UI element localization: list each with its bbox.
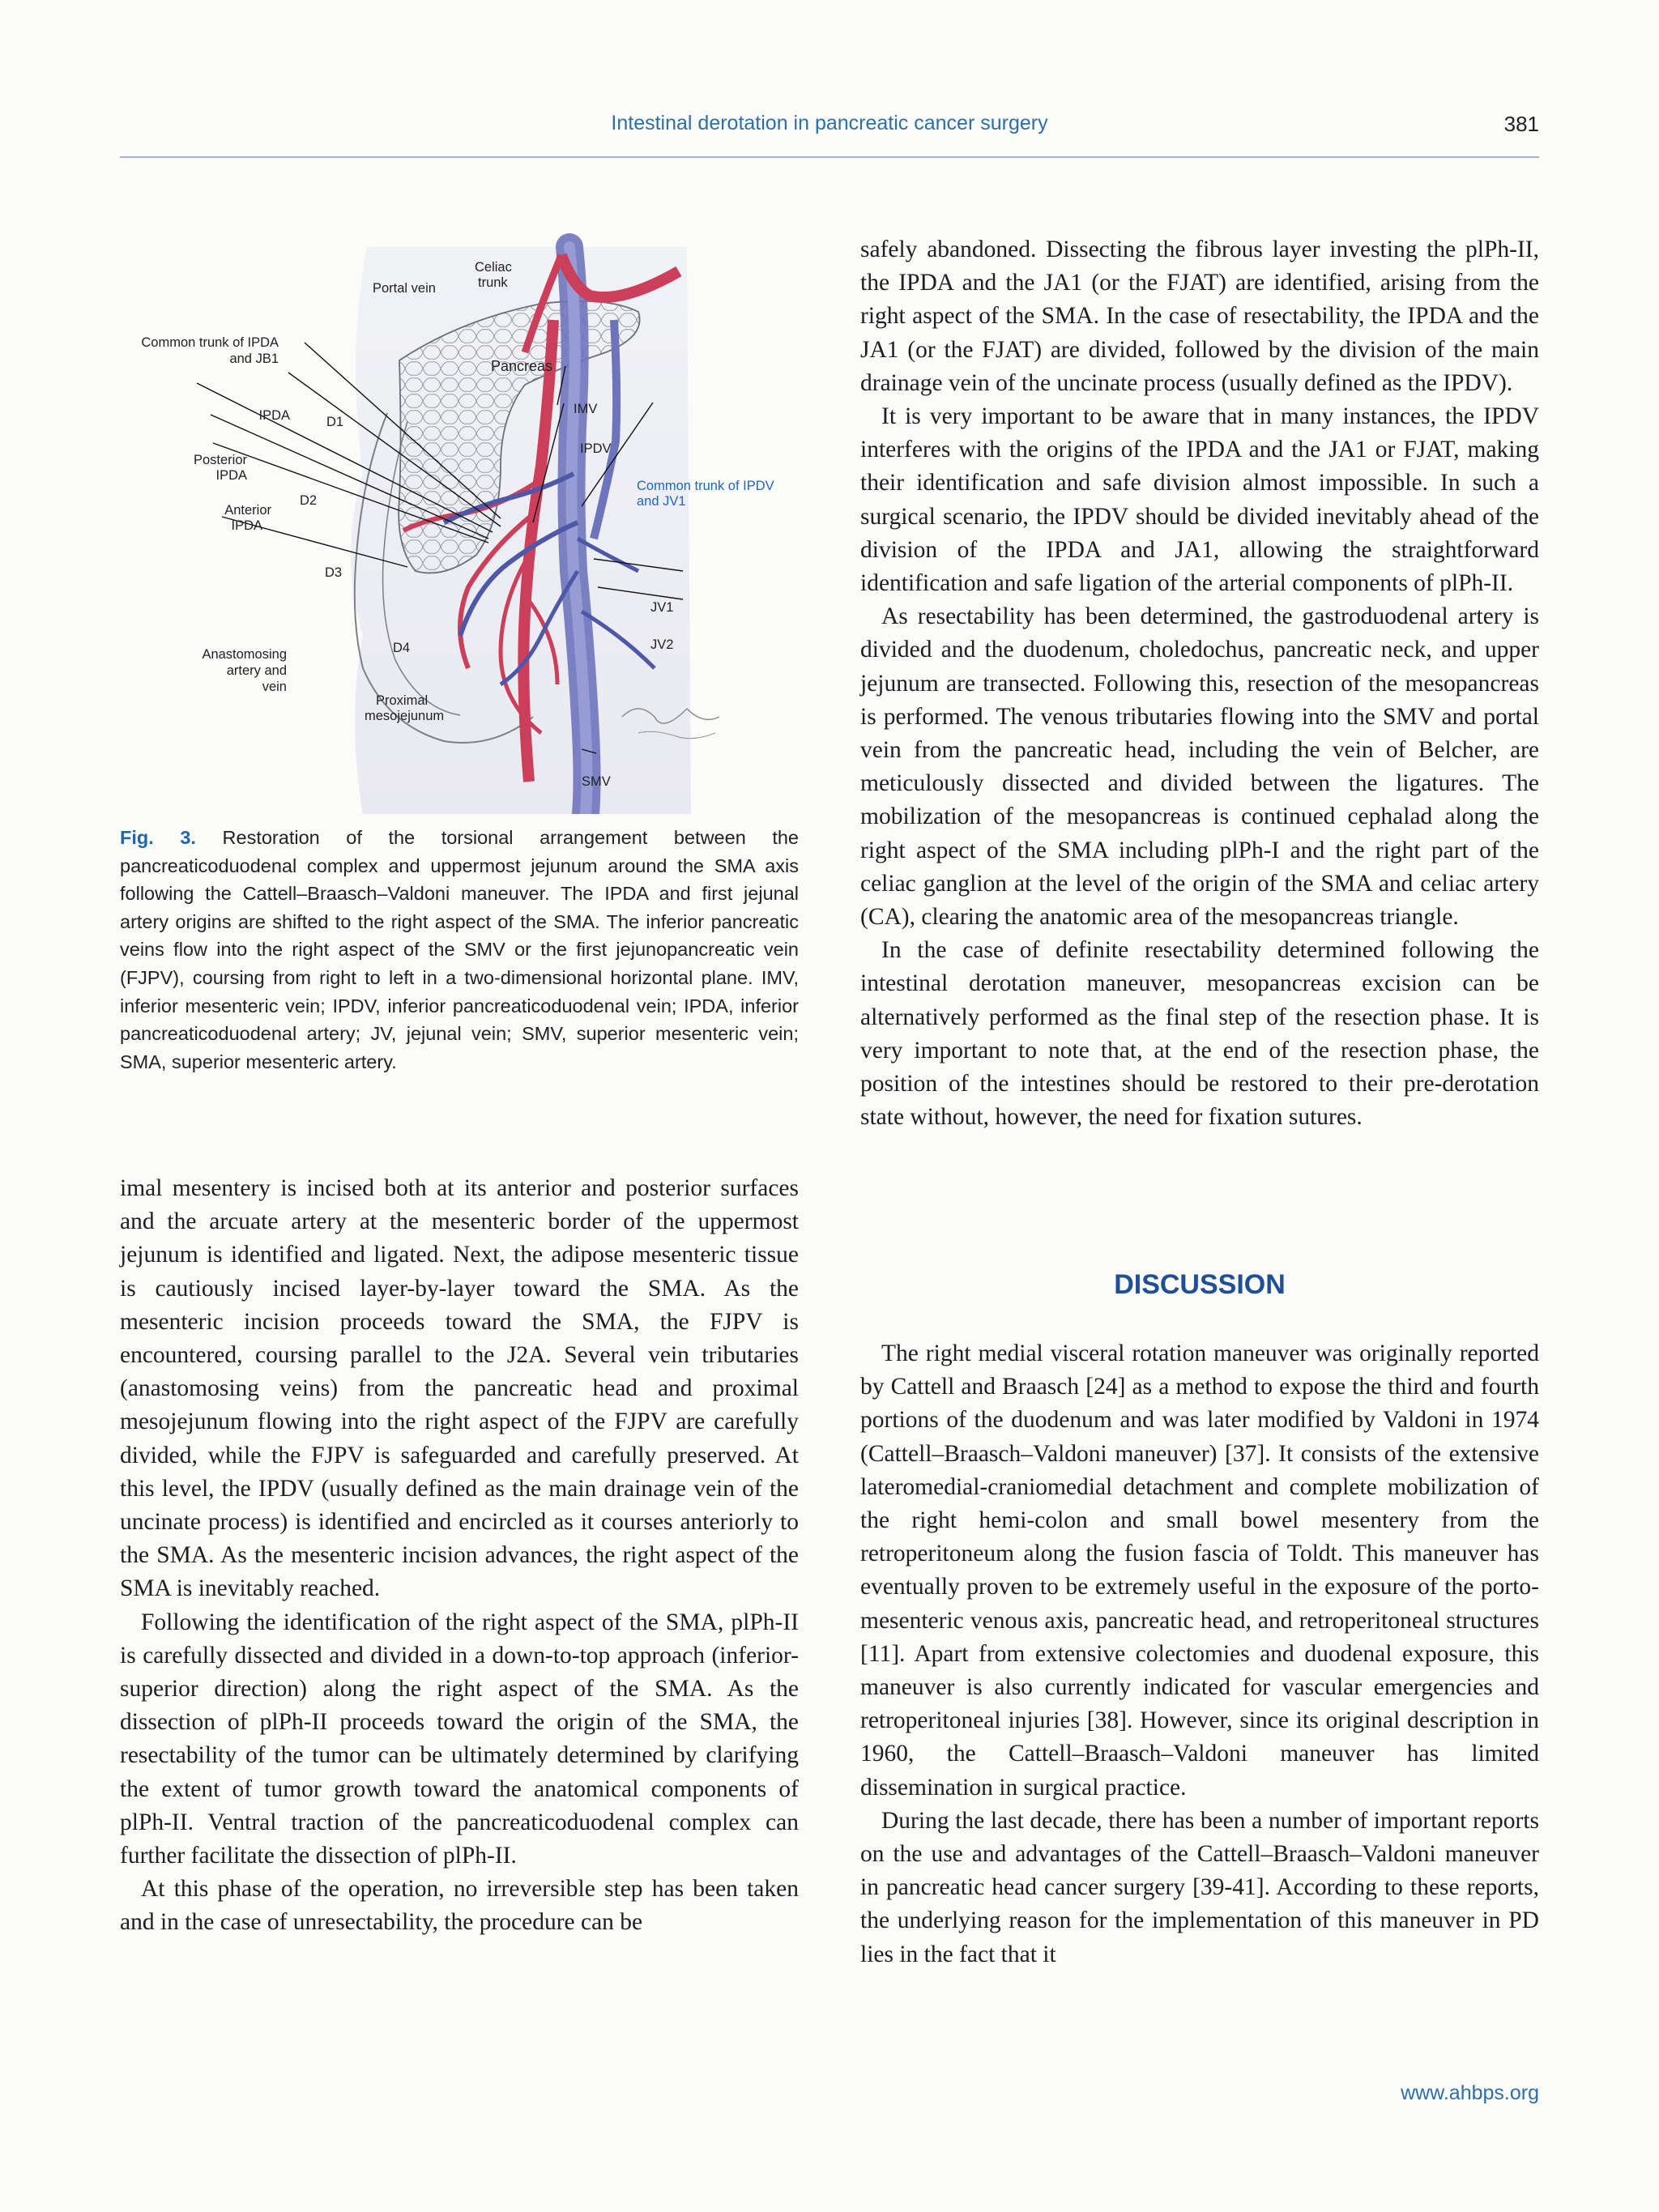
label-anastomosing: Anastomosing (202, 647, 287, 662)
paragraph: safely abandoned. Dissecting the fibrous layer investing the plPh-II, the IPDA and the JA1 (or the FJAT) are identified, arising from the right aspect of the SMA. In the case of resectability, the IPDA and the JA1 (or the FJAT) are divided, followed by the division of the main drainage vein of the uncinate process (usually defined as the IPDV). (860, 237, 1539, 396)
figure-caption-text: Restoration of the torsional arrangement between the pancreaticoduodenal complex and uppermost jejunum around the SMA axis following the Cattell–Braasch–Valdoni maneuver. The IPDA and first jejunal artery origins are shifted to the right aspect of the SMA. The inferior pancreatic veins flow into the right aspect of the SMV or the first jejunopancreatic vein (FJPV), coursing from right to left in a two-dimensional horizontal plane. IMV, inferior mesenteric vein; IPDV, inferior pancreaticoduodenal vein; IPDA, inferior pancreaticoduodenal artery; JV, jejunal vein; SMV, superior mesenteric vein; SMA, superior mesenteric artery. (120, 827, 799, 1072)
svg-text:trunk: trunk (478, 275, 508, 290)
paragraph: In the case of definite resectability determined following the intestinal derotation maneuver, mesopancreas excision can be alternatively performed as the final step of the resection phase. It is very important to note that, at the end of the resection phase, the position of the intestines should be restored to their pre-derotation state without, however, the need for fixation sutures. (860, 937, 1539, 1131)
section-heading-discussion: DISCUSSION (1114, 1269, 1286, 1300)
running-title: Intestinal derotation in pancreatic cancer surgery (611, 112, 1048, 134)
label-proximal-mesojejunum: Proximal (376, 693, 429, 708)
paragraph: At this phase of the operation, no irreversible step has been taken and in the case of unresectability, the procedure can be (120, 1876, 799, 1936)
label-ipdv: IPDV (580, 441, 612, 456)
right-column-body (860, 233, 1539, 1134)
discussion-body (860, 1337, 1539, 1971)
label-d2: D2 (300, 493, 318, 508)
anatomical-illustration (120, 231, 808, 814)
paragraph: During the last decade, there has been a number of important reports on the use and advantages of the Cattell–Braasch–Valdoni maneuver in pancreatic head cancer surgery [39-41]. According to these reports, the underlying reason for the implementation of this maneuver in PD lies in the fact that it (860, 1807, 1539, 1967)
figure-label: Fig. 3. (120, 827, 196, 848)
label-anterior-ipda: Anterior (224, 503, 271, 518)
label-ipda: IPDA (258, 408, 290, 423)
label-d4: D4 (393, 641, 411, 655)
footer-url: www.ahbps.org (1401, 2082, 1539, 2104)
page-number: 381 (1503, 112, 1539, 136)
label-smv: SMV (582, 774, 611, 789)
left-column-body (120, 1172, 799, 1940)
label-d1: D1 (326, 415, 344, 429)
paragraph: The right medial visceral rotation maneuver was originally reported by Cattell and Braasch [24] as a method to expose the third and fourth portions of the duodenum and was later modified by Valdoni in 1974 (Cattell–Braasch–Valdoni maneuver) [37]. It consists of the extensive lateromedial-craniomedial detachment and complete mobilization of the right hemi-colon and small bowel mesentery from the retroperitoneum along the fusion fascia of Toldt. This maneuver has eventually proven to be extremely useful in the exposure of the porto-mesenteric venous axis, pancreatic head, and retroperitoneal structures [11]. Apart from extensive colectomies and duodenal exposure, this maneuver is also currently indicated for vascular emergencies and retroperitoneal injuries [38]. However, since its original description in 1960, the Cattell–Braasch–Valdoni maneuver has limited dissemination in surgical practice. (860, 1340, 1539, 1801)
label-imv: IMV (574, 402, 598, 416)
label-jv1: JV1 (650, 600, 674, 615)
svg-text:IPDA: IPDA (215, 468, 247, 483)
figure-caption (120, 824, 799, 1076)
svg-text:mesojejunum: mesojejunum (365, 709, 445, 723)
svg-text:artery and: artery and (226, 663, 287, 678)
label-portal-vein: Portal vein (373, 281, 436, 296)
label-jv2: JV2 (650, 637, 674, 652)
label-common-trunk-ipda-jb1: Common trunk of IPDA (141, 335, 279, 350)
label-posterior-ipda: Posterior (193, 453, 247, 467)
paragraph: As resectability has been determined, the gastroduodenal artery is divided and the duodenum, choledochus, pancreatic neck, and upper jejunum are transected. Following this, resection of the mesopancreas is performed. The venous tributaries flowing into the SMV and portal vein from the pancreatic head, including the vein of Belcher, are meticulously dissected and divided between the ligatures. The mobilization of the mesopancreas is continued cephalad along the right aspect of the SMA including plPh-I and the right part of the celiac ganglion at the level of the origin of the SMA and celiac artery (CA), clearing the anatomic area of the mesopancreas triangle. (860, 603, 1539, 931)
svg-text:and JV1: and JV1 (637, 494, 686, 509)
paragraph: imal mesentery is incised both at its anterior and posterior surfaces and the arcuate artery at the mesenteric border of the uppermost jejunum is identified and ligated. Next, the adipose mesenteric tissue is cautiously incised layer-by-layer toward the SMA. As the mesenteric incision proceeds toward the SMA, the FJPV is encountered, coursing parallel to the J2A. Several vein tributaries (anastomosing veins) from the pancreatic head and proximal mesojejunum flowing into the right aspect of the FJPV are carefully divided, while the FJPV is safeguarded and carefully preserved. At this level, the IPDV (usually defined as the main drainage vein of the uncinate process) is identified and encircled as it courses anteriorly to the SMA. As the mesenteric incision advances, the right aspect of the SMA is inevitably reached. (120, 1175, 799, 1602)
label-d3: D3 (325, 565, 343, 580)
paragraph: It is very important to be aware that in many instances, the IPDV interferes with the origins of the IPDA and the JA1 or FJAT, making their identification and safe division almost impossible. In such a surgical scenario, the IPDV should be divided inevitably ahead of the division of the IPDA and JA1, allowing the straightforward identification and safe ligation of the arterial components of plPh-II. (860, 403, 1539, 597)
svg-text:IPDA: IPDA (231, 518, 262, 533)
svg-text:vein: vein (262, 680, 287, 694)
paragraph: Following the identification of the right aspect of the SMA, plPh-II is carefully dissected and divided in a down-to-top approach (inferior-superior direction) along the right aspect of the SMA. As the dissection of plPh-II proceeds toward the origin of the SMA, the resectability of the tumor can be ultimately determined by clarifying the extent of tumor growth toward the anatomical components of plPh-II. Ventral traction of the pancreaticoduodenal complex can further facilitate the dissection of plPh-II. (120, 1609, 799, 1869)
label-common-trunk-ipdv-jv1: Common trunk of IPDV (637, 479, 774, 493)
svg-text:and JB1: and JB1 (229, 352, 279, 366)
header-rule (120, 156, 1539, 158)
label-pancreas: Pancreas (491, 358, 553, 374)
label-celiac-trunk: Celiac (475, 260, 512, 275)
